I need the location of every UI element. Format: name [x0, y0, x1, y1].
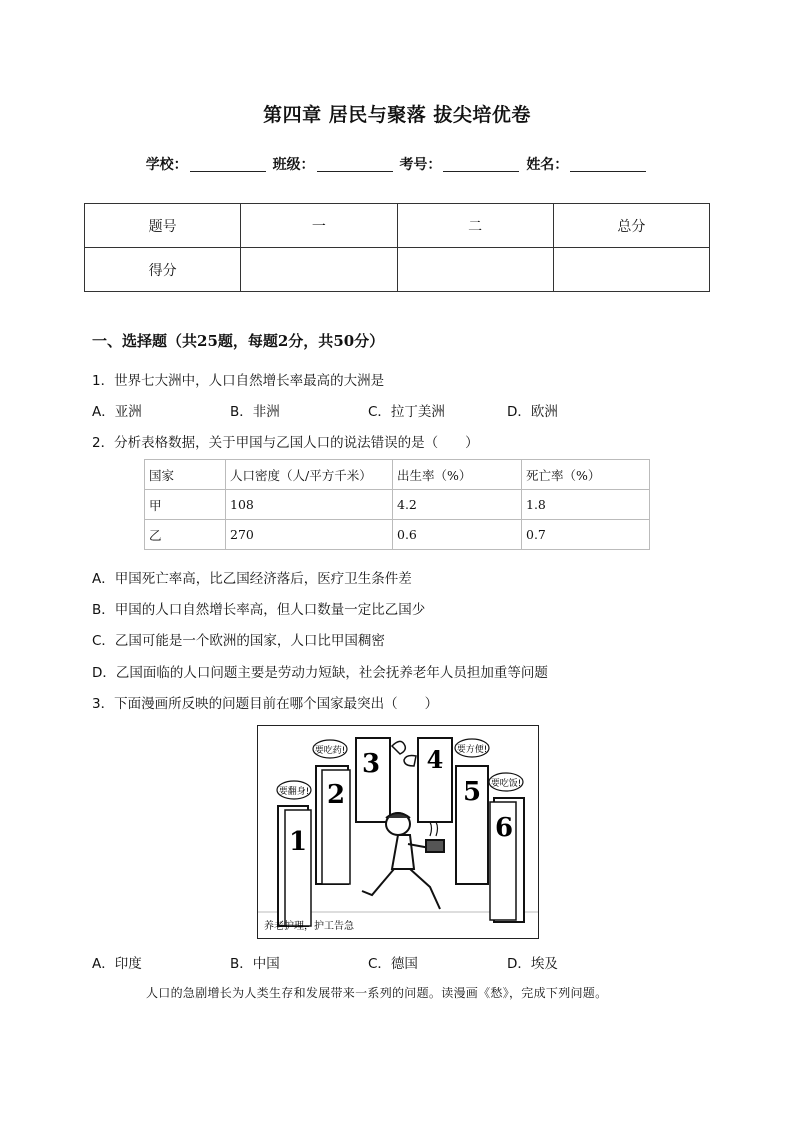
class-blank[interactable]	[317, 157, 393, 172]
q1-stem: 1．世界七大洲中，人口自然增长率最高的大洲是	[92, 373, 385, 389]
table-cell: 甲	[145, 490, 226, 520]
table-cell: 1.8	[522, 490, 650, 520]
score-header-cell: 一	[241, 204, 397, 248]
table-row	[145, 490, 650, 520]
table-header-cell: 国家	[145, 460, 226, 490]
caregiver-figure	[362, 813, 444, 909]
score-row-label: 得分	[85, 248, 241, 292]
q2-option-d[interactable]: D．乙国面临的人口问题主要是劳动力短缺，社会抚养老年人员担加重等问题	[92, 665, 548, 681]
speech-bubble-2	[313, 740, 347, 758]
q3-option-b[interactable]: B．中国	[230, 956, 280, 972]
hand-icon	[392, 741, 405, 754]
school-blank[interactable]	[190, 157, 266, 172]
q3-option-d[interactable]: D．埃及	[507, 956, 558, 972]
door-4	[418, 738, 452, 822]
speech-bubble-1	[277, 781, 311, 799]
bubble-text: 要方便!	[456, 745, 488, 755]
speech-bubble-3	[455, 739, 489, 757]
door-6	[490, 798, 524, 922]
score-table-score-row	[85, 248, 710, 292]
reading-prompt: 人口的急剧增长为人类生存和发展带来一系列的问题。读漫画《愁》，完成下列问题。	[146, 986, 608, 1000]
score-cell-section1[interactable]	[241, 248, 397, 292]
score-header-cell: 总分	[553, 204, 709, 248]
q3-option-c[interactable]: C．德国	[368, 956, 418, 972]
q1-option-a[interactable]: A．亚洲	[92, 404, 142, 420]
speech-bubble-4	[489, 773, 523, 791]
table-cell: 108	[226, 490, 393, 520]
score-header-cell: 题号	[85, 204, 241, 248]
table-cell: 0.7	[522, 520, 650, 550]
comic-caption: 养老护理，护工告急	[264, 921, 354, 932]
student-info-line	[0, 154, 794, 174]
score-table	[84, 203, 710, 292]
door-1	[278, 806, 311, 926]
score-header-cell: 二	[397, 204, 553, 248]
q1-option-d[interactable]: D．欧洲	[507, 404, 558, 420]
exam-no-label: 考号：	[399, 157, 442, 173]
q3-option-a[interactable]: A．印度	[92, 956, 142, 972]
table-row	[145, 460, 650, 490]
table-row	[145, 520, 650, 550]
door-2	[316, 766, 350, 884]
q1-option-b[interactable]: B．非洲	[230, 404, 280, 420]
q1-option-c[interactable]: C．拉丁美洲	[368, 404, 445, 420]
door-number: 4	[426, 745, 444, 774]
bubble-text: 要吃药!	[314, 746, 346, 756]
table-header-cell: 死亡率（%）	[522, 460, 650, 490]
table-cell: 0.6	[393, 520, 522, 550]
table-header-cell: 出生率（%）	[393, 460, 522, 490]
bubble-text: 要吃饭!	[490, 779, 522, 789]
hand-icon	[404, 756, 416, 767]
q2-data-table	[144, 459, 650, 550]
name-label: 姓名：	[526, 157, 569, 173]
door-number: 6	[494, 813, 514, 843]
school-label: 学校：	[145, 157, 188, 173]
door-number: 1	[288, 827, 308, 857]
door-number: 3	[361, 749, 381, 779]
score-cell-total[interactable]	[553, 248, 709, 292]
table-cell: 270	[226, 520, 393, 550]
table-header-cell: 人口密度（人/平方千米）	[226, 460, 393, 490]
q3-stem: 3．下面漫画所反映的问题目前在哪个国家最突出（ ）	[92, 696, 439, 712]
bubble-text: 要翻身!	[278, 787, 310, 797]
door-5	[456, 766, 488, 884]
q2-option-a[interactable]: A．甲国死亡率高，比乙国经济落后，医疗卫生条件差	[92, 571, 412, 587]
exam-no-blank[interactable]	[443, 157, 519, 172]
door-number: 2	[326, 780, 346, 810]
q2-option-c[interactable]: C．乙国可能是一个欧洲的国家，人口比甲国稠密	[92, 633, 385, 649]
score-table-header-row	[85, 204, 710, 248]
page-title: 第四章 居民与聚落 拔尖培优卷	[263, 104, 531, 126]
score-cell-section2[interactable]	[397, 248, 553, 292]
section-heading: 一、选择题（共25题，每题2分，共50分）	[92, 332, 385, 350]
name-blank[interactable]	[570, 157, 646, 172]
table-cell: 4.2	[393, 490, 522, 520]
comic-drawing	[258, 726, 538, 938]
q2-option-b[interactable]: B．甲国的人口自然增长率高，但人口数量一定比乙国少	[92, 602, 426, 618]
comic-image	[257, 725, 539, 939]
q2-stem: 2．分析表格数据，关于甲国与乙国人口的说法错误的是（ ）	[92, 435, 479, 451]
door-3	[356, 738, 390, 822]
table-cell: 乙	[145, 520, 226, 550]
class-label: 班级：	[272, 157, 315, 173]
door-number: 5	[462, 777, 482, 807]
